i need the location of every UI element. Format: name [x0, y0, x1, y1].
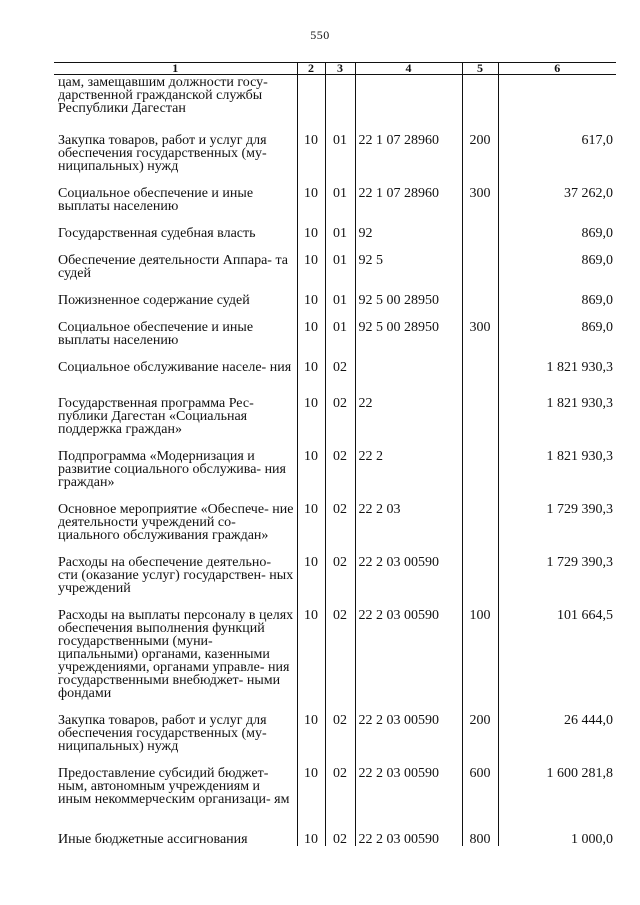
cell-subsection: 01: [325, 173, 355, 213]
cell-target-article: [355, 347, 462, 383]
table-row: [54, 75, 616, 120]
cell-target-article: 22 1 07 28960: [355, 173, 462, 213]
cell-description: Государственная программа Рес- публики Дагестан «Социальная поддержка граждан»: [54, 383, 297, 436]
budget-table: [54, 62, 616, 846]
page-number: 550: [310, 28, 330, 42]
cell-amount: 1 729 390,3: [498, 542, 616, 595]
header-col-4: 4: [355, 63, 462, 75]
table-row: [54, 240, 616, 280]
header-col-2: 2: [297, 63, 325, 75]
table-row: [54, 595, 616, 700]
cell-description: Социальное обслуживание населе- ния: [54, 347, 297, 383]
cell-description: Расходы на обеспечение деятельно- сти (оказание услуг) государствен- ных учреждений: [54, 542, 297, 595]
cell-subsection: 01: [325, 280, 355, 307]
cell-expense-type: 300: [462, 307, 498, 347]
cell-target-article: 22 2 03 00590: [355, 753, 462, 819]
cell-amount: 869,0: [498, 213, 616, 240]
cell-subsection: 02: [325, 383, 355, 436]
cell-section: 10: [297, 213, 325, 240]
cell-amount: 1 821 930,3: [498, 347, 616, 383]
table-row: [54, 213, 616, 240]
cell-target-article: 92: [355, 213, 462, 240]
table-row: [54, 173, 616, 213]
cell-subsection: 02: [325, 542, 355, 595]
cell-description: Закупка товаров, работ и услуг для обеспечения государственных (му- ниципальных) нужд: [54, 700, 297, 753]
cell-description: Иные бюджетные ассигнования: [54, 819, 297, 846]
cell-target-article: 92 5 00 28950: [355, 280, 462, 307]
cell-expense-type: [462, 75, 498, 120]
cell-amount: 869,0: [498, 280, 616, 307]
cell-subsection: 02: [325, 700, 355, 753]
cell-target-article: 22 2 03 00590: [355, 595, 462, 700]
cell-target-article: 22 2 03 00590: [355, 542, 462, 595]
table-row: [54, 542, 616, 595]
cell-target-article: 22 2 03 00590: [355, 700, 462, 753]
cell-expense-type: [462, 542, 498, 595]
table-row: [54, 436, 616, 489]
cell-description: Социальное обеспечение и иные выплаты населению: [54, 173, 297, 213]
cell-subsection: 02: [325, 595, 355, 700]
cell-section: 10: [297, 753, 325, 819]
cell-target-article: 22 2: [355, 436, 462, 489]
cell-description: Государственная судебная власть: [54, 213, 297, 240]
cell-description: Подпрограмма «Модернизация и развитие социального обслужива- ния граждан»: [54, 436, 297, 489]
header-col-5: 5: [462, 63, 498, 75]
cell-target-article: 22 1 07 28960: [355, 120, 462, 173]
cell-amount: 1 600 281,8: [498, 753, 616, 819]
cell-section: [297, 75, 325, 120]
cell-amount: 1 821 930,3: [498, 436, 616, 489]
table-header-row: [54, 63, 616, 75]
cell-description: цам, замещавшим должности госу- дарственной гражданской службы Республики Дагестан: [54, 75, 297, 120]
table-row: [54, 383, 616, 436]
cell-subsection: [325, 75, 355, 120]
cell-amount: 869,0: [498, 240, 616, 280]
cell-expense-type: [462, 489, 498, 542]
cell-description: Обеспечение деятельности Аппара- та судей: [54, 240, 297, 280]
cell-description: Предоставление субсидий бюджет- ным, автономным учреждениям и иным некоммерческим организаци- ям: [54, 753, 297, 819]
cell-section: 10: [297, 383, 325, 436]
cell-section: 10: [297, 280, 325, 307]
cell-expense-type: [462, 213, 498, 240]
cell-amount: 37 262,0: [498, 173, 616, 213]
cell-amount: 26 444,0: [498, 700, 616, 753]
cell-section: 10: [297, 542, 325, 595]
cell-subsection: 02: [325, 347, 355, 383]
table-row: [54, 120, 616, 173]
cell-amount: 869,0: [498, 307, 616, 347]
table-row: [54, 307, 616, 347]
cell-amount: [498, 75, 616, 120]
cell-subsection: 01: [325, 307, 355, 347]
cell-subsection: 02: [325, 753, 355, 819]
cell-section: 10: [297, 819, 325, 846]
table-row: [54, 753, 616, 819]
cell-expense-type: [462, 436, 498, 489]
cell-subsection: 01: [325, 213, 355, 240]
cell-expense-type: 200: [462, 120, 498, 173]
cell-expense-type: 200: [462, 700, 498, 753]
cell-expense-type: 600: [462, 753, 498, 819]
cell-target-article: 92 5 00 28950: [355, 307, 462, 347]
cell-amount: 101 664,5: [498, 595, 616, 700]
table-row: [54, 280, 616, 307]
cell-expense-type: [462, 240, 498, 280]
cell-target-article: 22 2 03 00590: [355, 819, 462, 846]
table-row: [54, 819, 616, 846]
cell-expense-type: 100: [462, 595, 498, 700]
cell-amount: 1 821 930,3: [498, 383, 616, 436]
table-row: [54, 489, 616, 542]
cell-description: Социальное обеспечение и иные выплаты населению: [54, 307, 297, 347]
header-col-3: 3: [325, 63, 355, 75]
cell-section: 10: [297, 489, 325, 542]
cell-expense-type: [462, 383, 498, 436]
cell-section: 10: [297, 173, 325, 213]
cell-subsection: 02: [325, 489, 355, 542]
cell-description: Основное мероприятие «Обеспече- ние деятельности учреждений со- циального обслуживания граждан»: [54, 489, 297, 542]
cell-section: 10: [297, 700, 325, 753]
cell-target-article: 22: [355, 383, 462, 436]
cell-target-article: [355, 75, 462, 120]
cell-section: 10: [297, 436, 325, 489]
header-col-6: 6: [498, 63, 616, 75]
cell-section: 10: [297, 120, 325, 173]
cell-subsection: 02: [325, 819, 355, 846]
cell-amount: 617,0: [498, 120, 616, 173]
cell-expense-type: 300: [462, 173, 498, 213]
table-row: [54, 700, 616, 753]
cell-description: Закупка товаров, работ и услуг для обеспечения государственных (му- ниципальных) нужд: [54, 120, 297, 173]
cell-description: Расходы на выплаты персоналу в целях обеспечения выполнения функций государственными (муни- ципальными) органами, казенными учреждениями, органами управле- ния государственными внебюджет- ными фондами: [54, 595, 297, 700]
cell-expense-type: [462, 280, 498, 307]
cell-target-article: 92 5: [355, 240, 462, 280]
cell-section: 10: [297, 307, 325, 347]
header-col-1: 1: [54, 63, 297, 75]
cell-description: Пожизненное содержание судей: [54, 280, 297, 307]
table-row: [54, 347, 616, 383]
cell-section: 10: [297, 347, 325, 383]
cell-subsection: 01: [325, 240, 355, 280]
cell-expense-type: [462, 347, 498, 383]
cell-section: 10: [297, 595, 325, 700]
cell-expense-type: 800: [462, 819, 498, 846]
cell-section: 10: [297, 240, 325, 280]
cell-subsection: 01: [325, 120, 355, 173]
cell-target-article: 22 2 03: [355, 489, 462, 542]
cell-subsection: 02: [325, 436, 355, 489]
cell-amount: 1 000,0: [498, 819, 616, 846]
cell-amount: 1 729 390,3: [498, 489, 616, 542]
